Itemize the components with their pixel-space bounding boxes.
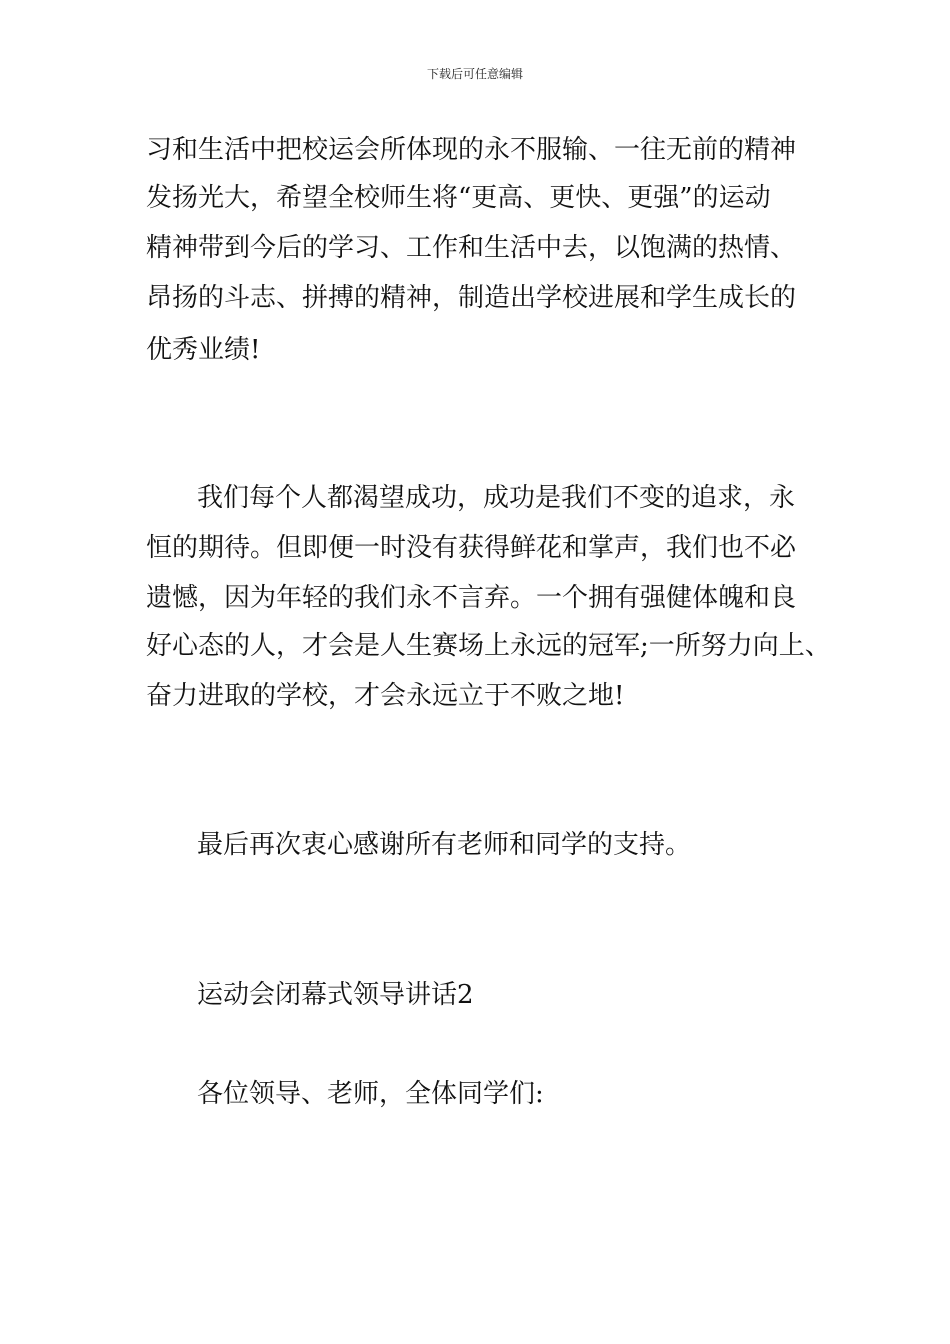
page-header: 下载后可任意编辑 [426,67,523,81]
text-line: 优秀业绩! [146,335,261,365]
text-line: 恒的期待。但即便一时没有获得鲜花和掌声，我们也不必 [146,533,797,563]
text-line: 昂扬的斗志、拼搏的精神，制造出学校进展和学生成长的 [146,283,797,313]
text-line: 奋力进取的学校，才会永远立于不败之地! [146,681,625,711]
text-line: 我们每个人都渴望成功，成功是我们不变的追求，永 [197,483,796,513]
greeting: 各位领导、老师，全体同学们: [197,1079,544,1109]
text-line: 习和生活中把校运会所体现的永不服输、一往无前的精神 [146,135,797,165]
text-line: 好心态的人，才会是人生赛场上永远的冠军;一所努力向上、 [146,631,831,661]
section-title: 运动会闭幕式领导讲话2 [197,980,474,1010]
text-line: 发扬光大，希望全校师生将“更高、更快、更强”的运动 [146,183,771,213]
paragraph-thanks: 最后再次衷心感谢所有老师和同学的支持。 [197,830,692,860]
text-line: 遗憾，因为年轻的我们永不言弃。一个拥有强健体魄和良 [146,583,797,613]
text-line: 精神带到今后的学习、工作和生活中去，以饱满的热情、 [146,233,797,263]
